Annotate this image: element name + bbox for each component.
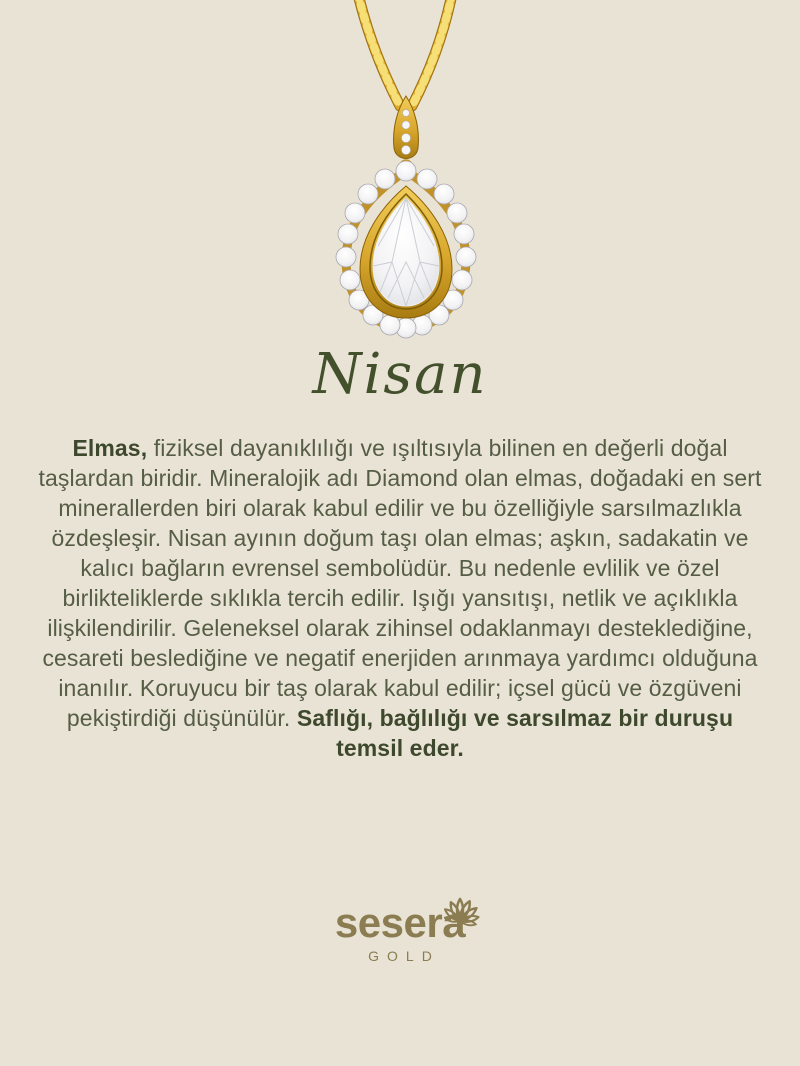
month-title: Nisan [312, 342, 488, 407]
brand-wordmark [334, 899, 466, 946]
lotus-petals-icon [444, 875, 492, 929]
description-body: fiziksel dayanıklılığı ve ışıltısıyla bilinen en değerli doğal taşlardan biridir. Mineralojik adı Diamond olan elmas, doğadaki en sert minerallerden biri olarak kabul edilir ve bu özelliğiyle sarsılmazlıkla özdeşleşir. Nisan ayının doğum taşı olan elmas; aşkın, sadakatin ve kalıcı bağların evrensel sembolüdür. Bu nedenle evlilik ve özel birlikteliklerde sıklıkla tercih edilir. Işığı yansıtışı, netlik ve açıklıkla ilişkilendirilir. Geleneksel olarak zihinsel odaklanmayı desteklediğine, cesareti beslediğine ve negatif enerjiden arınmaya yardımcı olduğuna inanılır. Koruyucu bir taş olarak kabul edilir; içsel gücü ve özgüveni pekiştirdiği düşünülür. [38, 435, 762, 731]
description-tail-bold: Saflığı, bağlılığı ve sarsılmaz bir duruşu temsil eder. [296, 705, 734, 761]
gold-necklace-pendant-image [0, 0, 800, 348]
description-lead-bold: Elmas, [72, 435, 148, 461]
birthstone-description [38, 433, 762, 763]
brand-name: sesera [334, 899, 466, 946]
gold-chain [358, 0, 452, 106]
brand-logo [0, 899, 800, 964]
brand-subtitle: GOLD [368, 948, 440, 964]
